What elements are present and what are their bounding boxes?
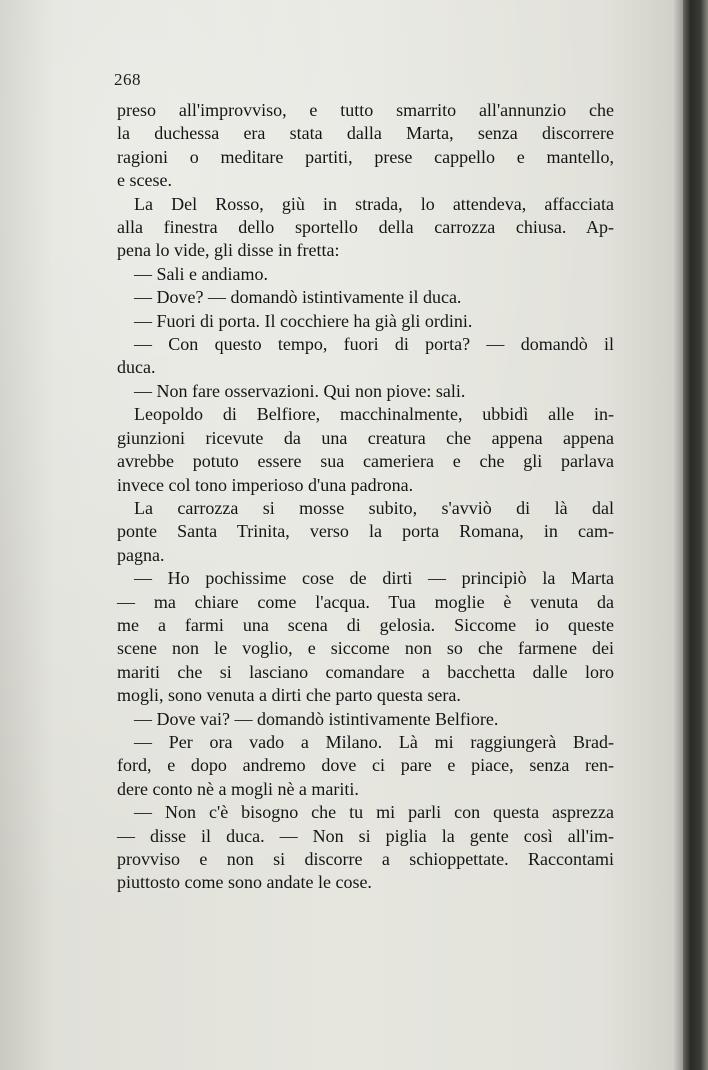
text-line: preso all'improvviso, e tutto smarrito all'annunzio che: [117, 100, 614, 120]
text-line: — Ho pochissime cose de dirti — principiò la Marta: [134, 568, 614, 589]
text-line: La Del Rosso, giù in strada, lo attendeva, affacciata: [134, 193, 614, 214]
text-line: — ma chiare come l'acqua. Tua moglie è venuta da: [117, 591, 614, 612]
text-line: duca.: [117, 357, 156, 378]
text-line: — Sali e andiamo.: [134, 263, 268, 284]
text-line: La carrozza si mosse subito, s'avviò di là dal: [134, 497, 614, 518]
text-line: pagna.: [117, 544, 165, 565]
text-line: mogli, sono venuta a dirti che parto questa sera.: [117, 685, 461, 706]
text-line: — disse il duca. — Non si piglia la gente così all'im-: [117, 825, 614, 846]
text-line: alla finestra dello sportello della carrozza chiusa. Ap-: [117, 217, 614, 238]
text-line: Leopoldo di Belfiore, macchinalmente, ubbidì alle in-: [134, 404, 614, 425]
text-line: la duchessa era stata dalla Marta, senza discorrere: [117, 123, 614, 144]
text-line: — Con questo tempo, fuori di porta? — domandò il: [134, 334, 614, 355]
text-line: e scese.: [117, 170, 172, 191]
text-line: me a farmi una scena di gelosia. Siccome io queste: [117, 614, 614, 635]
text-line: — Fuori di porta. Il cocchiere ha già gli ordini.: [134, 310, 473, 331]
body-text: [117, 99, 614, 895]
text-line: invece col tono imperioso d'una padrona.: [117, 474, 414, 495]
text-line: dere conto nè a mogli nè a mariti.: [117, 778, 359, 799]
text-line: avrebbe potuto essere sua cameriera e che gli parlava: [117, 451, 614, 472]
text-line: provviso e non si discorre a schioppettate. Raccontami: [117, 849, 614, 869]
text-line: — Dove? — domandò istintivamente il duca.: [134, 287, 462, 308]
text-line: giunzioni ricevute da una creatura che appena appena: [117, 427, 614, 448]
book-spine-edge: [683, 0, 708, 1070]
text-line: mariti che si lasciano comandare a bacchetta dalle loro: [117, 661, 614, 682]
page-number: 268: [114, 70, 141, 89]
text-line: pena lo vide, gli disse in fretta:: [117, 240, 340, 261]
text-line: scene non le voglio, e siccome non so che farmene dei: [117, 638, 614, 659]
text-line: — Dove vai? — domandò istintivamente Belfiore.: [134, 708, 499, 729]
text-line: ponte Santa Trinita, verso la porta Romana, in cam-: [117, 521, 614, 542]
text-line: — Non c'è bisogno che tu mi parli con questa asprezza: [134, 802, 614, 823]
text-line: piuttosto come sono andate le cose.: [117, 872, 372, 893]
text-line: ragioni o meditare partiti, prese cappello e mantello,: [117, 146, 614, 167]
text-line: — Per ora vado a Milano. Là mi raggiungerà Brad-: [134, 731, 614, 752]
text-line: ford, e dopo andremo dove ci pare e piace, senza ren-: [117, 755, 614, 776]
text-line: — Non fare osservazioni. Qui non piove: sali.: [134, 380, 466, 401]
